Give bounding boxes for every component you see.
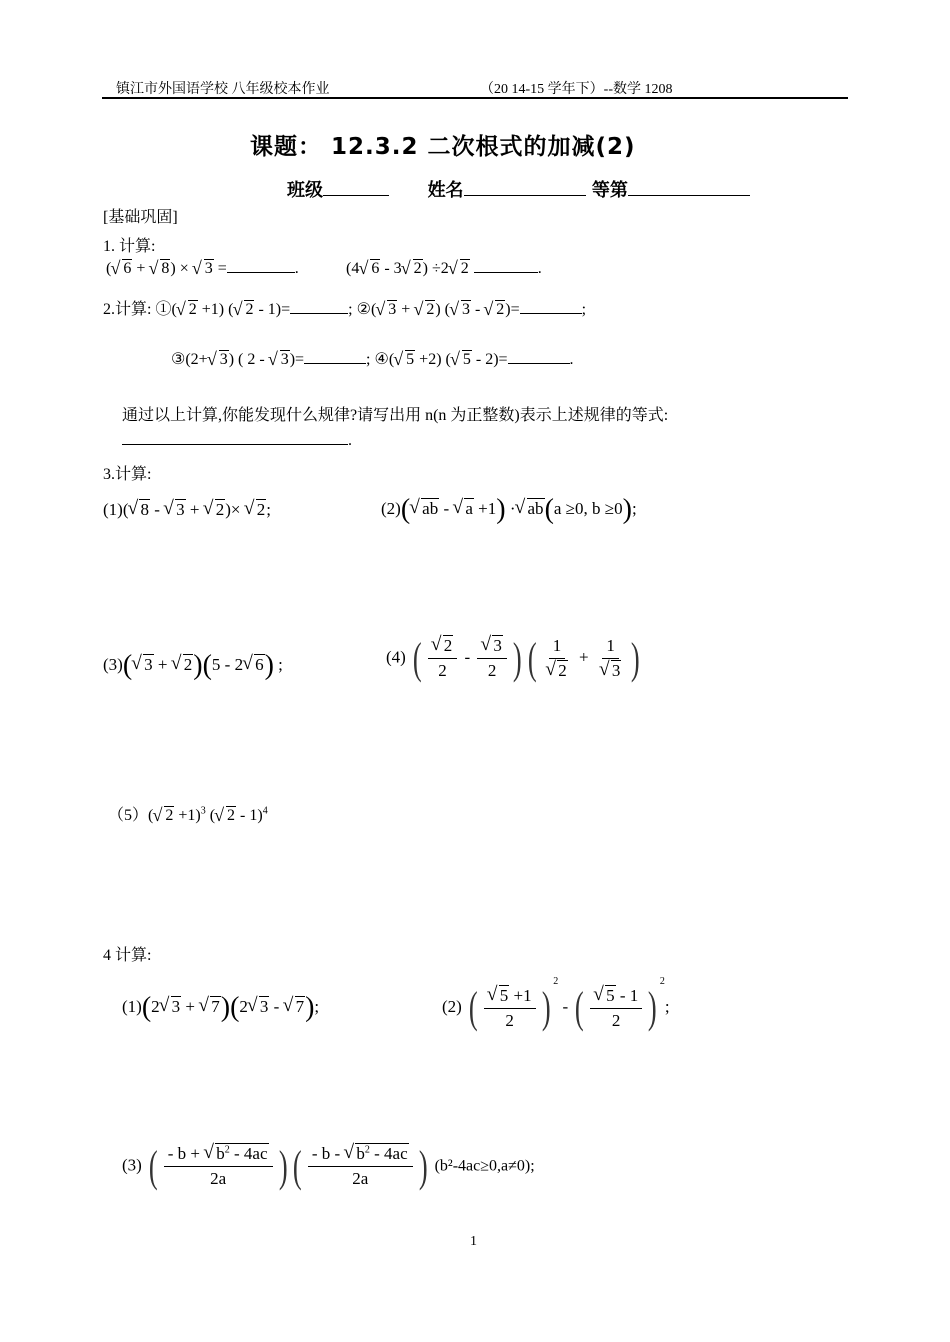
section-basic: [基础巩固] — [103, 209, 178, 226]
q3-5: （5）(√ 2 +1)$^3$ (√ 2 - 1)$^4$ — [108, 802, 268, 825]
class-label: 班级 — [287, 180, 323, 201]
class-blank[interactable] — [323, 177, 389, 196]
q3-2: (2)(√ ab - √ a +1) ·√ ab(a ≥0, b ≥0); — [381, 494, 637, 526]
q2-3-answer[interactable] — [304, 363, 366, 364]
header-school: 镇江市外国语学校 八年级校本作业 — [116, 82, 330, 97]
student-info — [287, 176, 750, 202]
q2-1-answer[interactable] — [290, 313, 348, 314]
q2-row1: 2.计算: ①(√ 2 +1) (√ 2 - 1)= ; ②(√ 3 + √ 2) (√ 3 - √ 2)= ; — [103, 296, 586, 319]
page-title: 课题： 12.3.2 二次根式的加减(2) — [250, 134, 636, 160]
grade-blank[interactable] — [628, 177, 750, 196]
q1b: (4√ 6 - 3√ 2) ÷2√ 2 . — [346, 260, 542, 278]
q1a: (√ 6 + √ 8) × √ 3 = . — [106, 260, 299, 278]
header-term: （20 14-15 学年下）--数学 1208 — [480, 82, 673, 97]
q1a-answer[interactable] — [227, 272, 295, 273]
grade-label: 等第 — [591, 180, 628, 201]
q3-1: (1)(√ 8 - √ 3 + √ 2)× √ 2; — [103, 500, 271, 520]
q2-note: 通过以上计算,你能发现什么规律?请写出用 n(n 为正整数)表示上述规律的等式: — [122, 407, 669, 424]
q4-1: (1)(2√ 3 + √ 7)(2√ 3 - √ 7); — [122, 992, 319, 1024]
q1-label: 1. 计算: — [103, 238, 156, 255]
name-label: 姓名 — [427, 180, 464, 201]
q2-rule-line: . — [122, 432, 352, 450]
q2-4-answer[interactable] — [508, 363, 570, 364]
q2-rule-answer[interactable] — [122, 444, 348, 445]
q2-row2: ③(2+√ 3) ( 2 - √ 3)= ; ④(√ 5 +2) (√ 5 - 2)= . — [171, 349, 574, 369]
q4-3: (3) ( $\frac{- b + √ b^2 - 4ac}{2a}$ ) ( $\frac{- b - √ b^2 - 4ac}{2a}$ ) (b²-4ac≥0,a≠0); — [122, 1144, 535, 1189]
q2-2-answer[interactable] — [520, 313, 582, 314]
q4-label: 4 计算: — [103, 947, 152, 964]
q3-4: (4) ( √ $\frac{2}{2}$ - √ $\frac{3}{2}$ ) ( 1 √ 2 + 1 √ 3 ) — [386, 636, 643, 681]
q4-2: (2) ( √ $\frac{5 +1}{2}$ )$^2$ - ( √ $\frac{5 - 1}{2}$ )$^2$; — [442, 976, 670, 1031]
page-number: 1 — [470, 1234, 477, 1249]
q3-label: 3.计算: — [103, 466, 152, 483]
header-rule — [102, 97, 848, 99]
q3-3: (3)(√ 3 + √ 2)(5 - 2√ 6) ; — [103, 650, 283, 682]
name-blank[interactable] — [464, 177, 586, 196]
q1b-answer[interactable] — [474, 272, 538, 273]
